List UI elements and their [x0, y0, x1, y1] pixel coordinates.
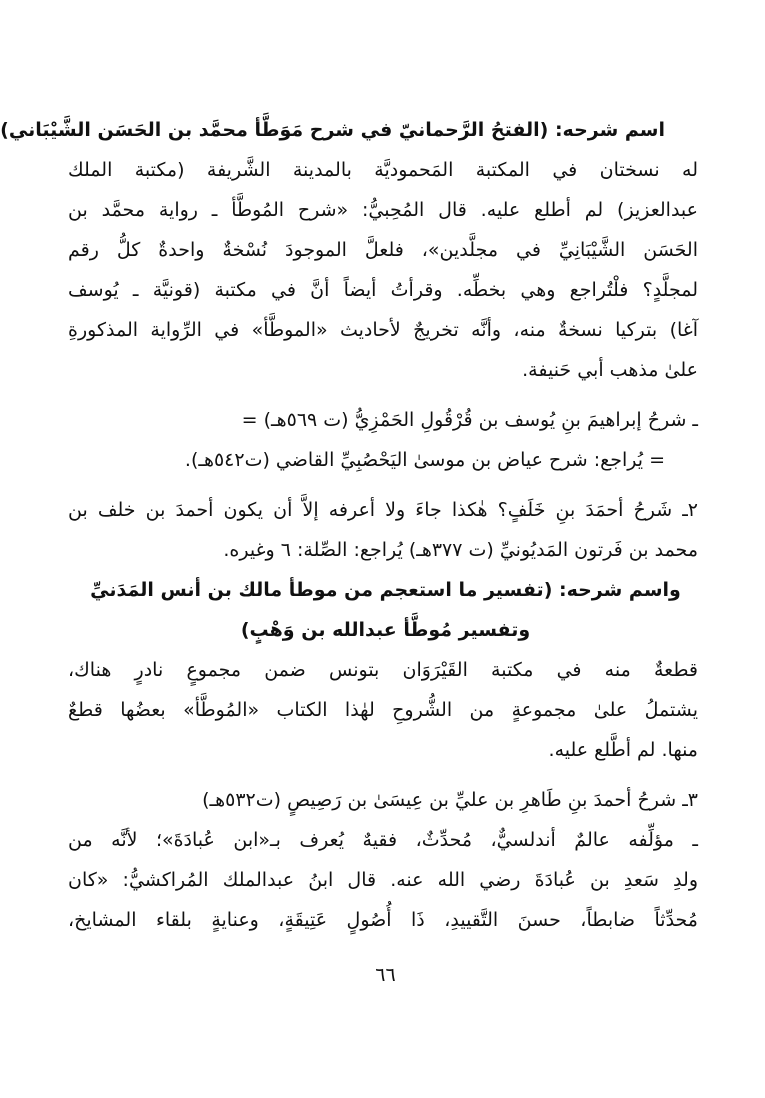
text-line: اسم شرحه: (الفتحُ الرَّحمانيّ في شرح مَوَطَّأ محمَّد بن الحَسَن الشَّيْبَاني) [0, 119, 665, 141]
text-line: يشتملُ علىٰ مجموعةٍ من الشُّروحِ لهٰذا الكتاب «المُوطَّأ» بعضُها قطعٌ [68, 699, 698, 721]
text-line: ٢ـ شَرحُ أحمَدَ بنِ خَلَفٍ؟ هٰكذا جاءَ ولا أعرفه إلاَّ أن يكون أحمدَ بن خلف بن [68, 499, 698, 521]
text-line: محمد بن فَرتون المَديُونيِّ (ت ٣٧٧هـ) يُراجع: الصِّلة: ٦ وغيره. [223, 539, 698, 561]
text-line: ـ مؤلِّفه عالمٌ أندلسيٌّ، مُحدِّثٌ، فقيهٌ يُعرف بـ«ابن عُبادَةَ»؛ لأنَّه من [68, 829, 698, 851]
text-line: منها. لم أطَّلع عليه. [548, 739, 698, 761]
text-line: وتفسير مُوطَّأ عبدالله بن وَهْبٍ) [240, 619, 531, 641]
text-line: واسم شرحه: (تفسير ما استعجم من موطأ مالك بن أنس المَدَنيِّ [90, 579, 681, 601]
page-number: ٦٦ [375, 964, 396, 986]
text-line: = يُراجع: شرح عياض بن موسىٰ اليَحْصُبِيِّ القاضي (ت٥٤٢هـ). [184, 449, 665, 471]
text-line: آغا) بتركيا نسخةٌ منه، وأنَّه تخريجٌ لأحاديث «الموطَّأ» في الرِّواية المذكورةِ [68, 319, 698, 341]
text-line: قطعةٌ منه في مكتبة القَيْرَوَان بتونس ضمن مجموعٍ نادرٍ هناك، [68, 659, 698, 681]
text-line: ـ شرحُ إبراهيمَ بنِ يُوسف بن قُرْقُولِ الحَمْزِيُّ (ت ٥٦٩هـ) = [241, 409, 698, 431]
text-line: له نسختان في المكتبة المَحموديَّة بالمدينة الشَّريفة (مكتبة الملك [68, 159, 698, 181]
text-line: ولدِ سَعدِ بن عُبادَةَ رضي الله عنه. قال ابنُ عبدالملك المُراكشيُّ: «كان [68, 869, 698, 891]
text-line: ٣ـ شرحُ أحمدَ بنِ طَاهرِ بن عليِّ بن عِيسَىٰ بن رَصِيصٍ (ت٥٣٢هـ) [202, 789, 698, 811]
text-line: لمجلَّدٍ؟ فلْتُراجع وهي بخطِّه. وقرأتُ أيضاً أنَّ في مكتبة (قونيَّة ـ يُوسف [68, 279, 698, 301]
text-line: عبدالعزيز) لم أطلع عليه. قال المُحِبيُّ: «شرح المُوطَّأ ـ رواية محمَّد بن [68, 199, 698, 221]
text-line: علىٰ مذهب أبي حَنيفة. [522, 359, 698, 381]
text-line: الحَسَن الشَّيْبَانِيِّ في مجلَّدين»، فلعلَّ الموجودَ نُسْخةٌ واحدةٌ كلُّ رقم [68, 239, 698, 261]
text-line: مُحدِّثاً ضابطاً، حسنَ التَّقييدِ، ذَا أُصُولٍ عَتِيقَةٍ، وعنايةٍ بلقاء المشايخ، [68, 909, 698, 931]
